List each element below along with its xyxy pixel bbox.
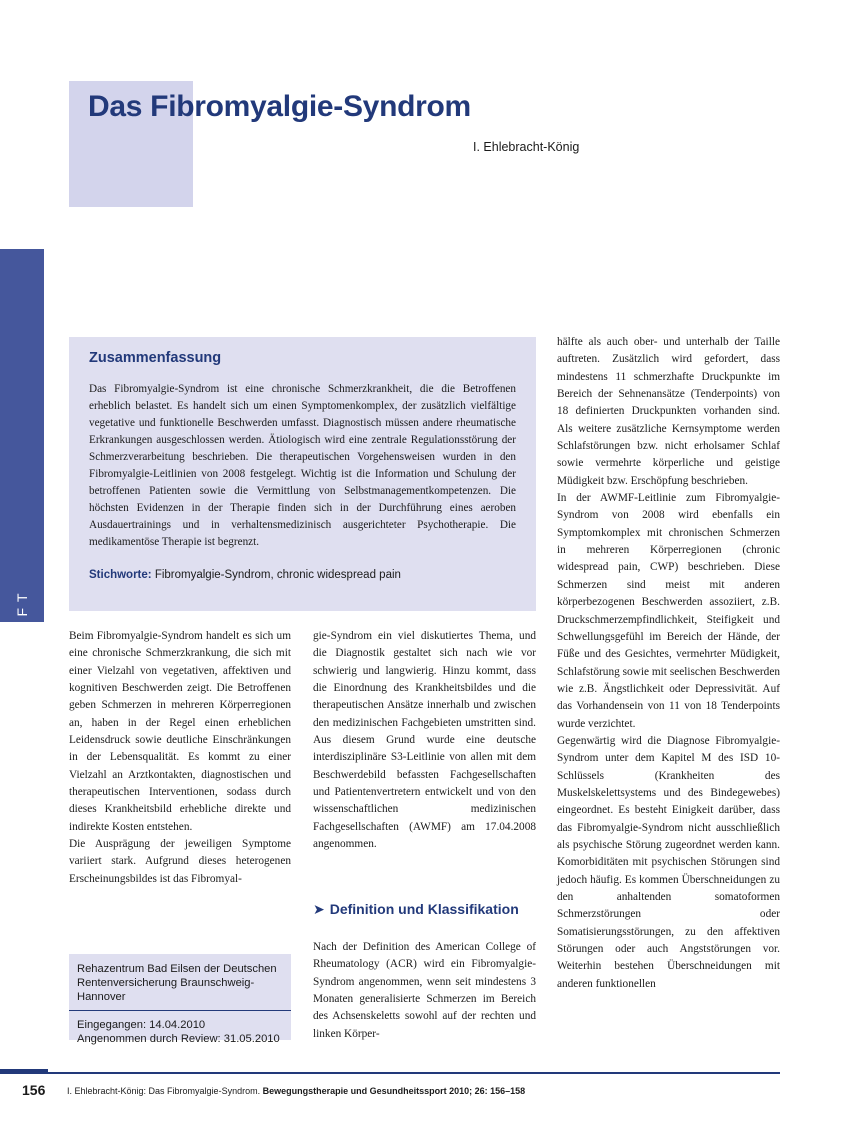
footer-rule [48,1072,780,1074]
citation-prefix: I. Ehlebracht-König: Das Fibromyalgie-Syndrom. [67,1086,263,1096]
abstract-box [69,337,536,611]
article-title: Das Fibromyalgie-Syndrom [88,90,471,123]
body-column-1 [69,628,291,888]
body-column-3 [557,334,780,993]
page-number: 156 [22,1082,46,1098]
paragraph: Nach der Definition des American College of Rheumatology (ACR) wird ein Fibromyalgie-Syndrom angenommen, wenn seit mindestens 3 Monaten generalisierte Schmerzen im Bereich des Achsenskeletts sowohl auf der rechten und linken Körper- [313,941,536,1040]
section-heading [313,901,519,918]
received-date: Eingegangen: 14.04.2010 [77,1019,206,1031]
affiliation-dates [69,1011,291,1053]
section-side-tab [0,249,44,771]
accepted-date: Angenommen durch Review: 31.05.2010 [77,1033,280,1045]
paragraph: In der AWMF-Leitlinie zum Fibromyalgie-Syndrom von 2008 wird ebenfalls ein Symptomkomplex mit chronischen Schmerzen in mehreren Körperregionen (chronic widespread pain, CWP) beschrieben. Diese Schmerzen sind meist mit anderen körperbezogenen Beschwerden assoziiert, z.B. Druckschmerzempfindlichkeit, Steifigkeit und Schwellungsgefühl im Bereich der Hände, der Füße und des Gesichtes, vermehrter Müdigkeit, Schlafstörung sowie mit seelischen Beschwerden wie z.B. Ängstlichkeit oder Depressivität. Auf das Vorhandensein von 11 von 18 Tenderpoints wurde verzichtet. [557,492,780,730]
keywords [89,567,516,584]
keywords-text: Fibromyalgie-Syndrom, chronic widespread pain [154,569,401,581]
keywords-label: Stichworte: [89,569,152,581]
body-column-2 [313,628,536,853]
arrow-icon: ➤ [313,901,325,917]
affiliation-box [69,954,291,1045]
abstract-heading: Zusammenfassung [89,350,222,366]
footer-citation [67,1086,525,1096]
footer-rule-accent [0,1069,48,1074]
section-tab-label: WISSENSCHAFT [14,587,30,771]
paragraph: Beim Fibromyalgie-Syndrom handelt es sich um eine chronische Schmerzkrankung, die sich mit einer Vielzahl von vegetativen, affektiven und kognitiven Beschwerden zeigt. Die Betroffenen geben Schmerzen in mehreren Körperregionen an, haben in der Regel einen erheblichen Leidensdruck sowie deutliche Einschränkungen in der Lebensqualität. Es kommt zu einer Vielzahl an Arztkontakten, diagnostischen und therapeutischen Interventionen, sodass durch dieses Krankheitsbild erhebliche direkte und indirekte Kosten entstehen. [69,630,291,833]
paragraph: hälfte als auch ober- und unterhalb der Taille auftreten. Zusätzlich wird gefordert, dass mindestens 11 schmerzhafte Druckpunkte im Bereich der Sehnenansätze (Tenderpoints) von 18 definierten Druckpunkten vorhanden sind. Als weitere zusätzliche Kernsymptome werden Schlafstörungen bzw. nicht erholsamer Schlaf sowie vermehrte körperliche und geistige Müdigkeit bzw. Erschöpfung beschrieben. [557,336,780,487]
paragraph: gie-Syndrom ein viel diskutiertes Thema, und die Diagnostik gestaltet sich nach wie vor schwierig und langwierig. Hinzu kommt, dass die Einordnung des Krankheitsbildes und die therapeutischen Ansätze innerhalb und zwischen den medizinischen Fachgebieten umstritten sind. Aus diesem Grund wurde eine deutsche interdisziplinäre S3-Leitlinie von allen mit dem Beschwerdebild befassten Fachgesellschaften und Patientenvertretern entwickelt und von den wissenschaftlichen medizinischen Fachgesellschaften (AWMF) am 17.04.2008 angenommen. [313,630,536,851]
body-column-2-continued [313,939,536,1043]
affiliation-institution: Rehazentrum Bad Eilsen der Deutschen Rentenversicherung Braunschweig-Hannover [69,954,291,1011]
abstract-text: Das Fibromyalgie-Syndrom ist eine chronische Schmerzkrankheit, die die Betroffenen erheblich belastet. Es handelt sich um einen Symptomenkomplex, der zusätzlich vielfältige vegetative und funktionelle Beschwerden umfasst. Diagnostisch müssen andere rheumatische Erkrankungen ausgeschlossen werden. Ätiologisch wird eine zentrale Regulationsstörung der Schmerzverarbeitung beschrieben. Die therapeutischen Vorgehensweisen wurden in den Fibromyalgie-Leitlinien von 2008 festgelegt. Wichtig ist die Information und Schulung der betroffenen Patienten sowie die Vermittlung von Selbstmanagementkompetenzen. Die höchsten Evidenzen in der Therapie finden sich in der Durchführung eines aeroben Ausdauertrainings und in verhaltensmedizinisch ausgerichteter Psychotherapie. Die medikamentöse Therapie ist begrenzt. [89,383,516,548]
paragraph: Die Ausprägung der jeweiligen Symptome variiert stark. Aufgrund dieses heterogenen Erscheinungsbildes ist das Fibromyal- [69,838,291,885]
section-heading-text: Definition und Klassifikation [329,901,519,917]
paragraph: Gegenwärtig wird die Diagnose Fibromyalgie-Syndrom unter dem Kapitel M des ISD 10-Schlüssels (Krankheiten des Muskelskelettsystems und des Bindegewebes) eingeordnet. Es besteht Einigkeit darüber, dass das Fibromyalgie-Syndrom nicht ausschließlich als psychische Störung zugeordnet werden kann. Komorbiditäten mit psychischen Störungen sind jedoch häufig. Es kommen Überschneidungen zu den anhaltenden somatoformen Schmerzstörungen oder Somatisierungsstörungen, zu den affektiven Störungen oder auch Angststörungen vor. Weiterhin bestehen Überschneidungen mit anderen funktionellen [557,734,780,990]
author: I. Ehlebracht-König [473,140,580,154]
citation-journal: Bewegungstherapie und Gesundheitssport 2010; 26: 156–158 [262,1086,526,1096]
